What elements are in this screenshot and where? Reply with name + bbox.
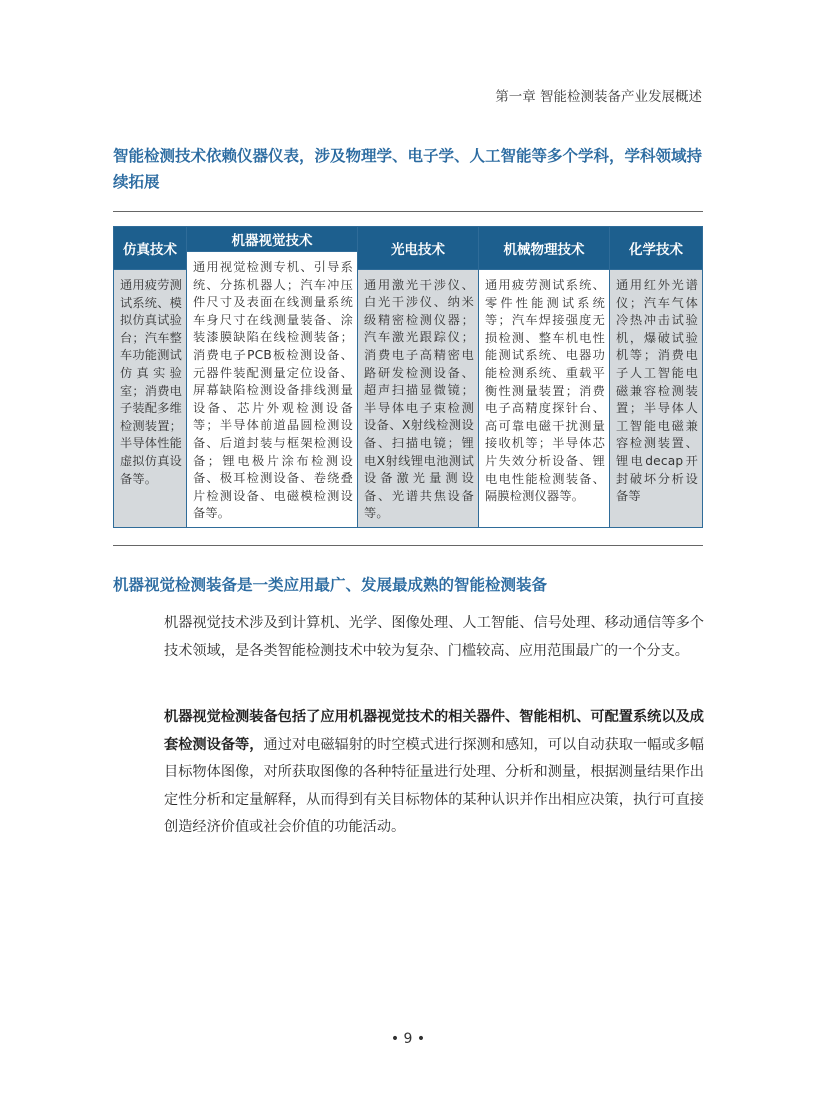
column-header: 仿真技术	[114, 227, 186, 270]
table-column-simulation	[114, 227, 186, 527]
section-heading-1: 智能检测技术依赖仪器仪表，涉及物理学、电子学、人工智能等多个学科，学科领域持续拓展	[113, 147, 703, 191]
bottom-divider	[113, 545, 703, 546]
column-content: 通用疲劳测试系统、模拟仿真试验台；汽车整车功能测试仿真实验室；消费电子装配多维检测装置；半导体性能虚拟仿真设备等。	[120, 278, 182, 486]
paragraph-1: 机器视觉技术涉及到计算机、光学、图像处理、人工智能、信号处理、移动通信等多个技术领域，是各类智能检测技术中较为复杂、门槛较高、应用范围最广的一个分支。	[164, 615, 704, 659]
column-header: 光电技术	[358, 227, 478, 270]
table-column-mechanical-physics	[478, 227, 609, 527]
table-column-optoelectronics	[357, 227, 478, 527]
column-content: 通用视觉检测专机、引导系统、分拣机器人；汽车冲压件尺寸及表面在线测量系统车身尺寸在线测量装备、涂装漆膜缺陷在线检测装备；消费电子PCB板检测设备、元器件装配测量定位设备、屏幕缺陷检测设备排线测量设备、芯片外观检测设备等；半导体前道晶圆检测设备、后道封装与框架检测设备；锂电极片涂布检测设备、极耳检测设备、卷绕叠片检测设备、电磁模检测设备等。	[187, 252, 357, 527]
page-number: • 9 •	[390, 1031, 426, 1047]
column-content: 通用激光干涉仪、白光干涉仪、纳米级精密检测仪器；汽车激光跟踪仪；消费电子高精密电路研发检测设备、超声扫描显微镜；半导体电子束检测设备、X射线检测设备、扫描电镜；锂电X射线锂电池测试设备激光量测设备、光谱共焦设备等。	[364, 277, 474, 521]
column-content: 通用红外光谱仪；汽车气体冷热冲击试验机，爆破试验机等；消费电子人工智能电磁兼容检测装置；半导体人工智能电磁兼容检测装置、锂电decap开封破坏分析设备等	[616, 278, 698, 504]
technology-table	[113, 226, 703, 528]
column-header: 机械物理技术	[479, 227, 609, 270]
top-divider	[113, 211, 703, 212]
paragraph-2-text: 通过对电磁辐射的时空模式进行探测和感知，可以自动获取一幅或多幅目标物体图像，对所获取图像的各种特征量进行处理、分析和测量，根据测量结果作出定性分析和定量解释，从而得到有关目标物体的某种认识并作出相应决策，执行可直接创造经济价值或社会价值的功能活动。	[164, 736, 704, 835]
column-header: 机器视觉技术	[187, 227, 357, 252]
paragraph-2	[164, 704, 704, 842]
column-content: 通用疲劳测试系统、零件性能测试系统等；汽车焊接强度无损检测、整车机电性能测试系统、电器功能检测系统、重载平衡性测量装置；消费电子高精度探针台、高可靠电磁干扰测量接收机等；半导体芯片失效分析设备、锂电电性能检测装备、隔膜检测仪器等。	[479, 270, 609, 527]
paragraph-2-bold: 机器视觉检测装备包括了应用机器视觉技术的相关器件、智能相机、可配置系统以及成套检测设备等，	[164, 709, 704, 753]
section-heading-2: 机器视觉检测装备是一类应用最广、发展最成熟的智能检测装备	[113, 576, 548, 594]
table-column-chemistry	[609, 227, 702, 527]
table-column-machine-vision	[186, 227, 357, 527]
chapter-header: 第一章 智能检测装备产业发展概述	[495, 89, 702, 105]
column-header: 化学技术	[610, 227, 702, 270]
